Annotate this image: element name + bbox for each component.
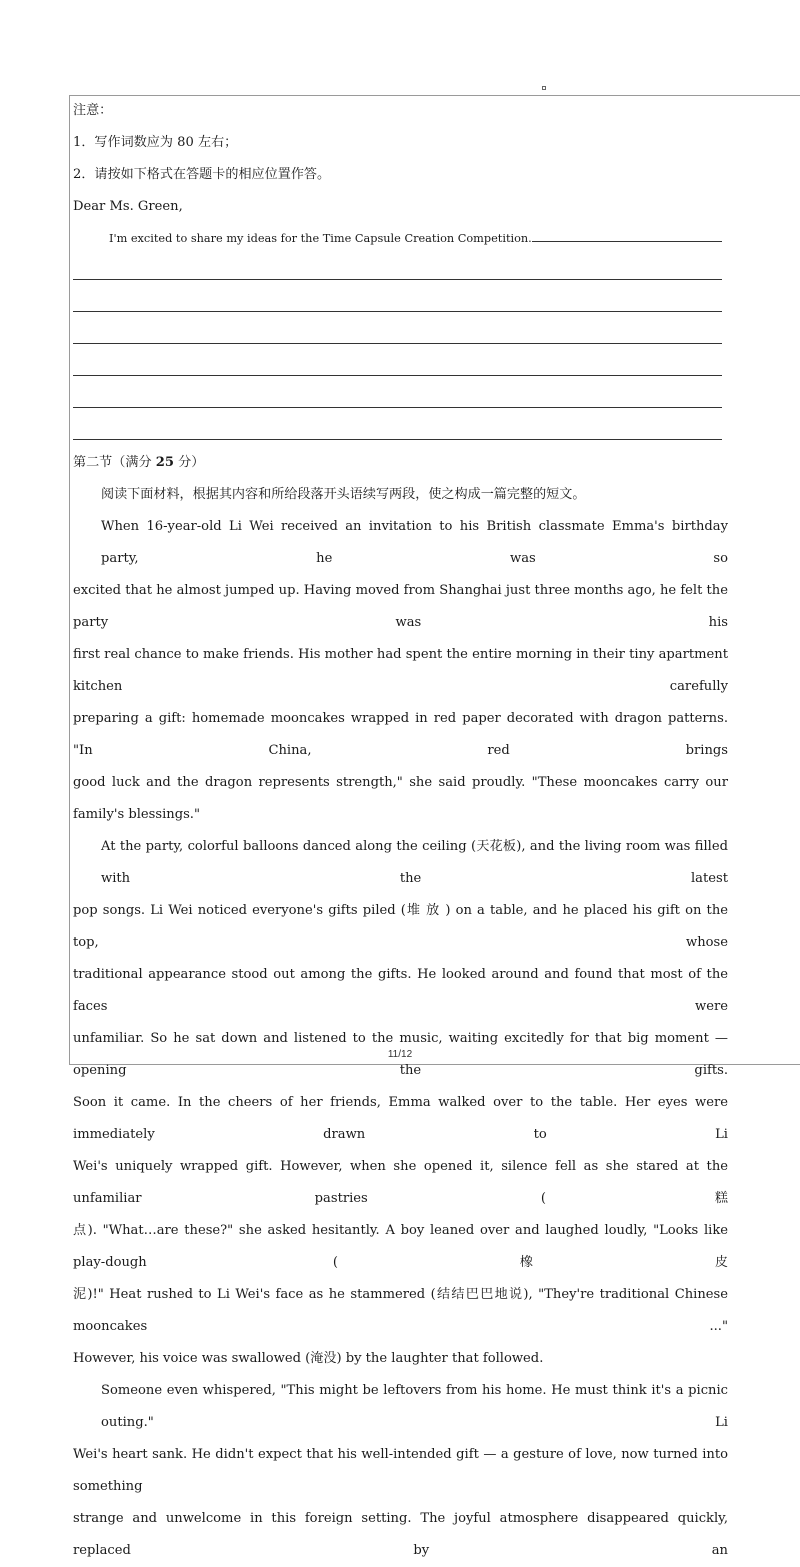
story-line: When 16-year-old Li Wei received an invitation to his British classmate Emma's birthday party, he was so	[101, 519, 728, 566]
answer-line-1[interactable]	[73, 255, 728, 287]
section-title	[73, 447, 728, 479]
story-line: Wei's uniquely wrapped gift. However, when she opened it, silence fell as she stared at the unfamiliar pastries (糕	[73, 1159, 728, 1206]
story-line: Someone even whispered, "This might be leftovers from his home. He must think it's a picnic outing." Li	[101, 1383, 728, 1430]
story-line: pop songs. Li Wei noticed everyone's gifts piled (堆 放 ) on a table, and he placed his gift on the top, whose	[73, 903, 728, 950]
note-item-2: 2．请按如下格式在答题卡的相应位置作答。	[73, 167, 331, 182]
story-line: strange and unwelcome in this foreign setting. The joyful atmosphere disappeared quickly, replaced by an	[73, 1511, 728, 1558]
story-paragraph-1	[73, 511, 728, 831]
section-score: 25	[155, 455, 174, 470]
story-line: excited that he almost jumped up. Having moved from Shanghai just three months ago, he felt the party was his	[73, 583, 728, 630]
letter-opening	[73, 223, 728, 255]
story-line: unfamiliar. So he sat down and listened to the music, waiting excitedly for that big moment — opening the gifts.	[73, 1031, 728, 1078]
note-item-1: 1．写作词数应为 80 左右；	[73, 135, 238, 150]
answer-line-5[interactable]	[73, 383, 728, 415]
page-content	[73, 95, 728, 1567]
story-line: Soon it came. In the cheers of her friends, Emma walked over to the table. Her eyes were immediately drawn to Li	[73, 1095, 728, 1142]
story-line: 点). "What…are these?" she asked hesitantly. A boy leaned over and laughed loudly, "Looks like play-dough (橡皮	[73, 1223, 728, 1270]
story-line: first real chance to make friends. His mother had spent the entire morning in their tiny apartment kitchen carefully	[73, 647, 728, 694]
letter-opening-text: I'm excited to share my ideas for the Time Capsule Creation Competition.	[109, 232, 532, 245]
story-line: Wei's heart sank. He didn't expect that his well-intended gift — a gesture of love, now turned into something	[73, 1447, 728, 1494]
page-number: 11/12	[387, 1049, 413, 1060]
story-line: At the party, colorful balloons danced along the ceiling (天花板), and the living room was filled with the latest	[101, 839, 728, 886]
answer-line-2[interactable]	[73, 287, 728, 319]
section-title-pre: 第二节（满分	[73, 455, 156, 470]
letter-salutation: Dear Ms. Green,	[73, 199, 183, 214]
story-line: However, his voice was swallowed (淹没) by the laughter that followed.	[73, 1351, 544, 1366]
answer-line-4[interactable]	[73, 351, 728, 383]
story-paragraph-2	[73, 831, 728, 1375]
story-line: preparing a gift: homemade mooncakes wrapped in red paper decorated with dragon patterns. "In China, red brings	[73, 711, 728, 758]
section-title-post: 分）	[173, 455, 205, 470]
answer-blank-inline[interactable]	[532, 227, 722, 242]
story-line: good luck and the dragon represents strength," she said proudly. "These mooncakes carry our family's blessings."	[73, 775, 728, 822]
story-line: traditional appearance stood out among the gifts. He looked around and found that most of the faces were	[73, 967, 728, 1014]
page-marker	[542, 86, 546, 90]
answer-line-6[interactable]	[73, 415, 728, 447]
notes-heading: 注意：	[73, 103, 113, 118]
story-paragraph-3	[73, 1375, 728, 1567]
story-line: 泥)!" Heat rushed to Li Wei's face as he stammered (结结巴巴地说), "They're traditional Chinese mooncakes ..."	[73, 1287, 728, 1334]
answer-line-3[interactable]	[73, 319, 728, 351]
section-instruction: 阅读下面材料，根据其内容和所给段落开头语续写两段，使之构成一篇完整的短文。	[101, 487, 586, 502]
